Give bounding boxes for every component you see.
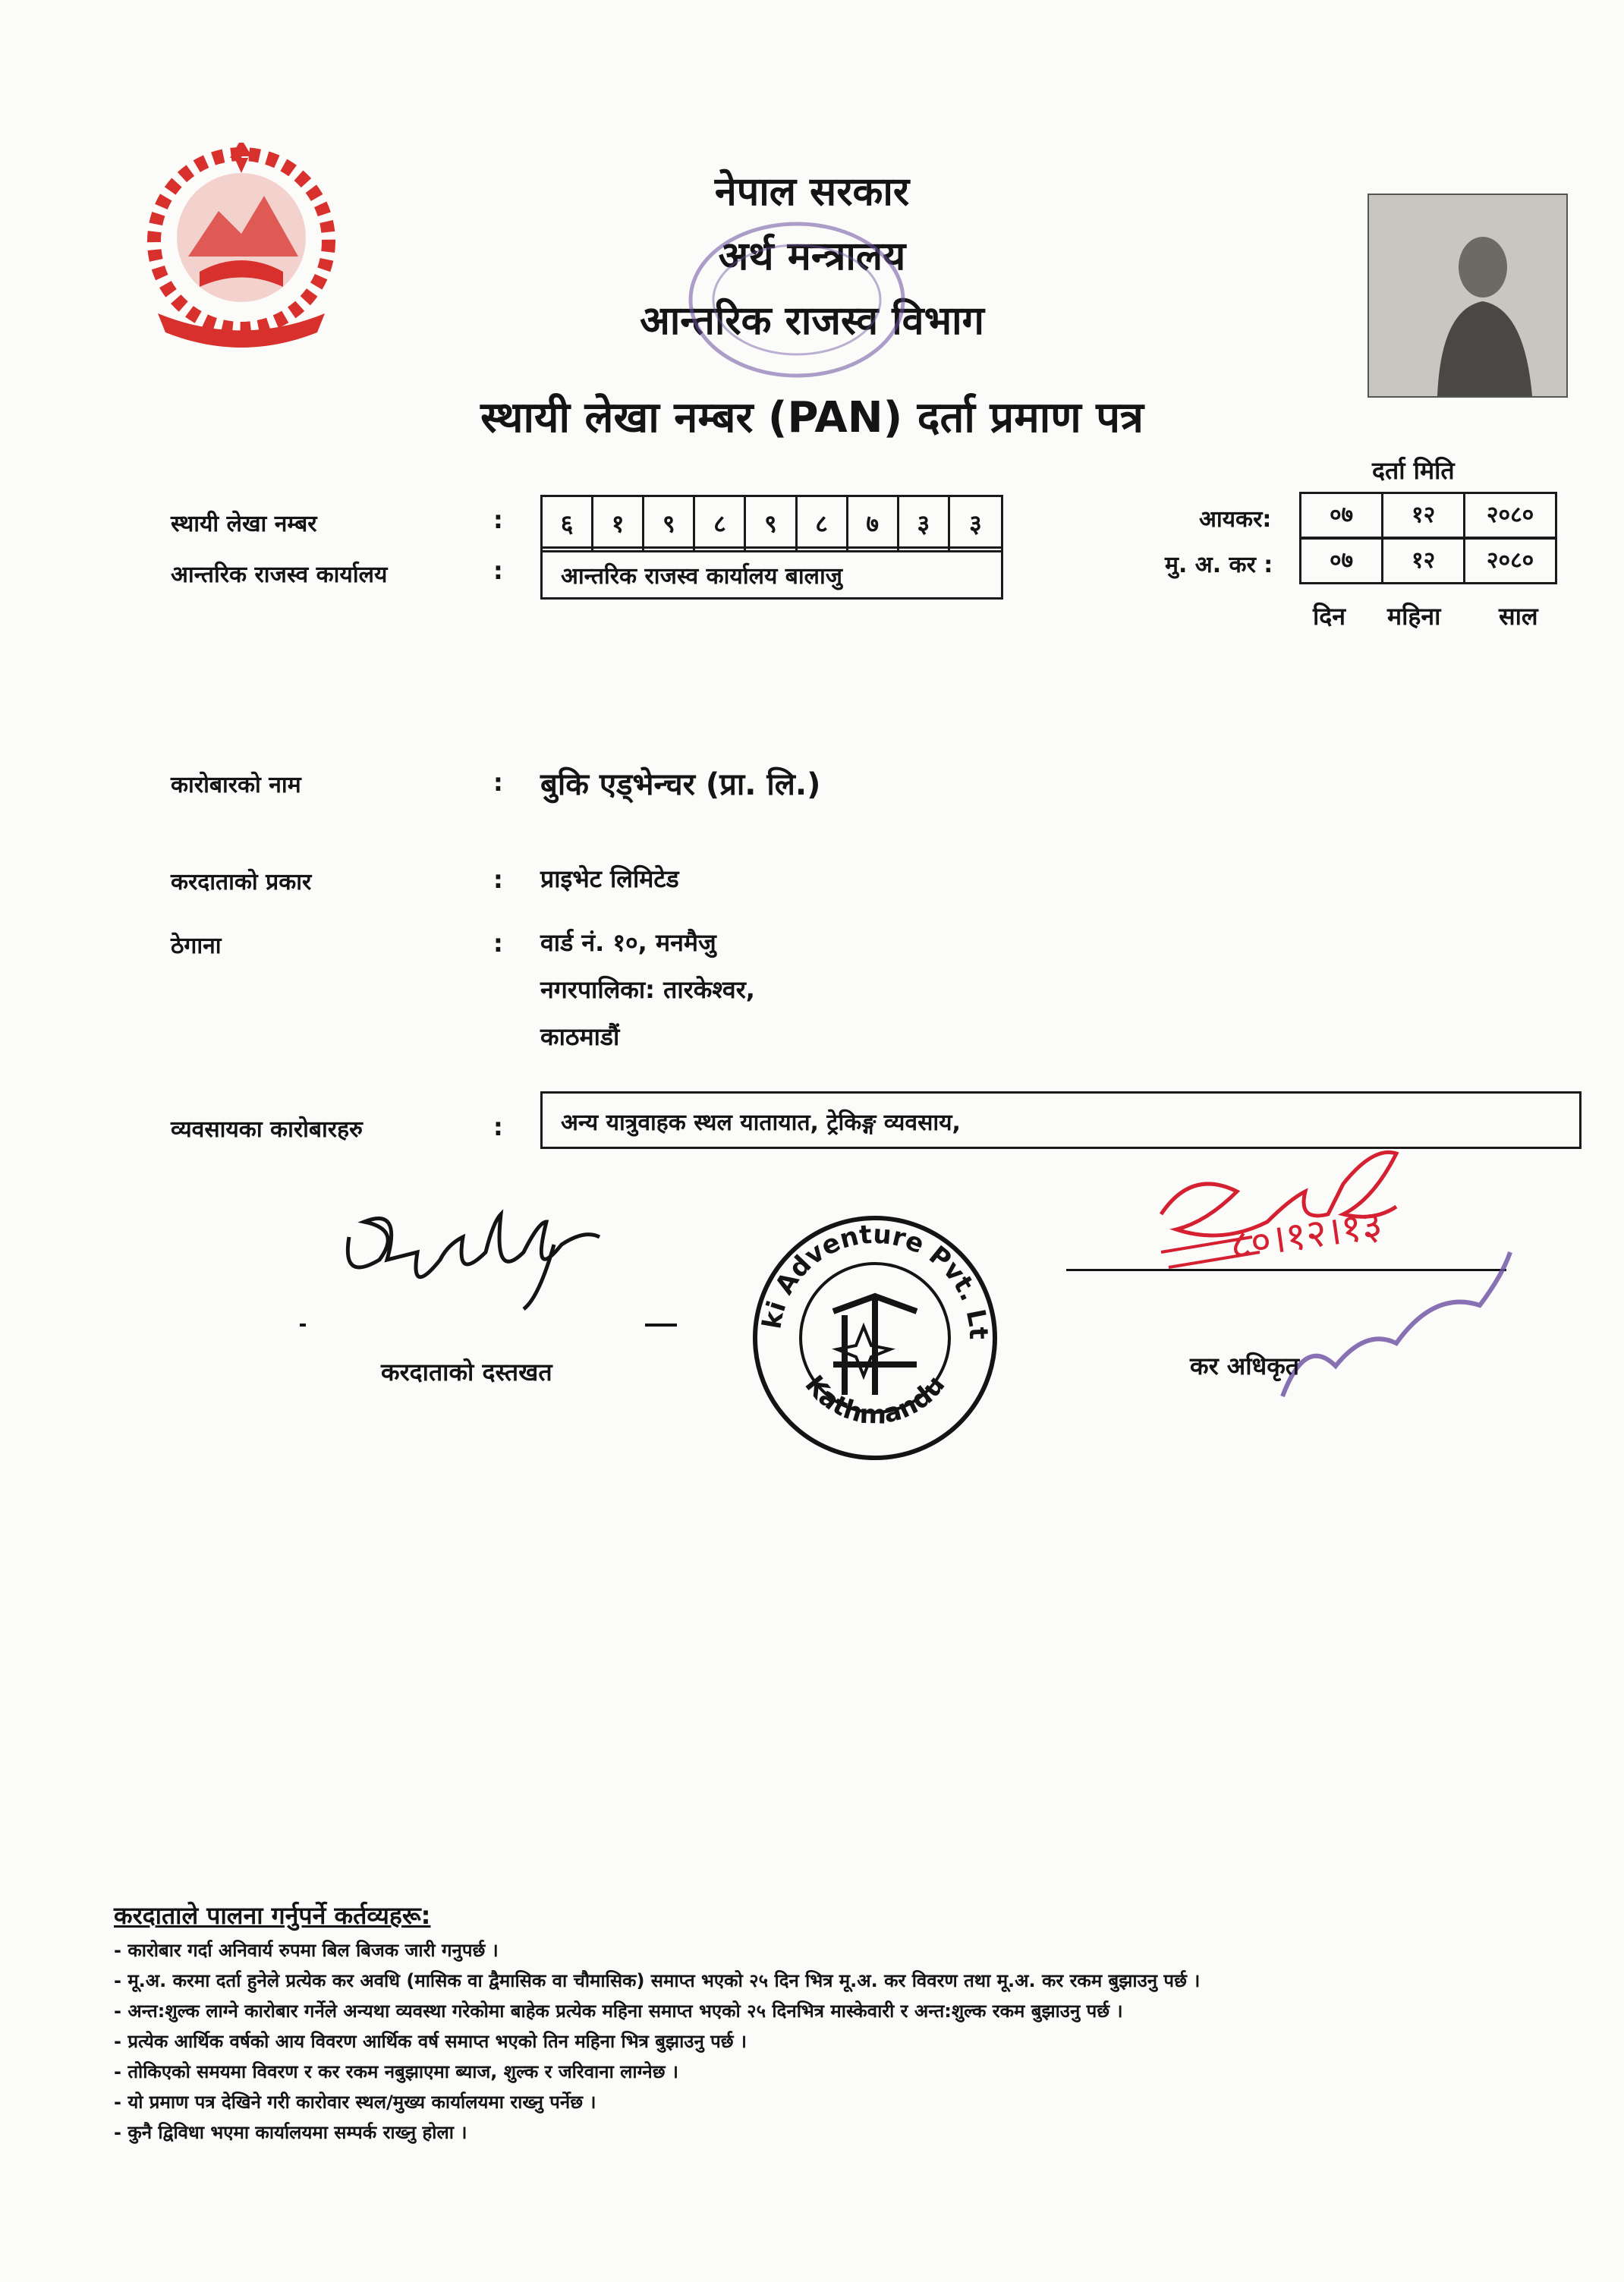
activities-label: व्यवसायका कारोबारहरु	[171, 1116, 363, 1143]
taxpayer-type-colon: :	[493, 865, 503, 894]
pan-label: स्थायी लेखा नम्बर	[171, 511, 317, 537]
duty-item: - मू.अ. करमा दर्ता हुनेले प्रत्येक कर अवधि (मासिक वा द्वैमासिक वा चौमासिक) समाप्त भएको २५ दिन भित्र मू.अ. कर विवरण तथा मू.अ. कर रकम बुझाउनु पर्छ ।	[114, 1970, 1201, 1991]
vat-day: ०७	[1301, 540, 1383, 582]
stamp-city-text: Kathmandu	[798, 1369, 952, 1431]
address-label: ठेगाना	[171, 933, 222, 959]
taxpayer-signature-label: करदाताको दस्तखत	[381, 1358, 552, 1387]
address-line-1: वार्ड नं. १०, मनमैजु	[540, 928, 716, 957]
pan-digit: ३	[969, 509, 982, 538]
office-value: आन्तरिक राजस्व कार्यालय बालाजु	[561, 563, 843, 590]
office-value-box	[540, 546, 1003, 600]
document-title: स्थायी लेखा नम्बर (PAN) दर्ता प्रमाण पत्र	[480, 393, 1144, 442]
office-label: आन्तरिक राजस्व कार्यालय	[171, 562, 388, 588]
taxpayer-type-label: करदाताको प्रकार	[171, 869, 312, 895]
office-stamp	[683, 212, 911, 387]
vat-date	[1299, 537, 1557, 584]
officer-label: कर अधिकृत	[1190, 1352, 1300, 1380]
duty-item: - यो प्रमाण पत्र देखिने गरी कारोवार स्थल/मुख्य कार्यालयमा राख्नु पर्नेछ ।	[114, 2092, 596, 2113]
income-tax-label: आयकर:	[1199, 506, 1272, 533]
signature-dash-left	[300, 1324, 306, 1327]
signature-dash-right	[645, 1324, 677, 1327]
header-line-3: आन्तरिक राजस्व विभाग	[640, 298, 984, 344]
activities-value: अन्य यात्रुवाहक स्थल यातायात, ट्रेकिङ्ग व्यवसाय,	[561, 1110, 961, 1136]
duty-item: - कारोबार गर्दा अनिवार्य रुपमा बिल बिजक जारी गनुपर्छ ।	[114, 1940, 499, 1961]
business-name-colon: :	[493, 768, 503, 797]
activities-colon: :	[493, 1113, 503, 1141]
duty-item: - तोकिएको समयमा विवरण र कर रकम नबुझाएमा ब्याज, शुल्क र जरिवाना लाग्नेछ ।	[114, 2061, 678, 2082]
header-line-1: नेपाल सरकार	[714, 169, 910, 215]
officer-stamp-ink	[1260, 1245, 1518, 1412]
pan-colon: :	[493, 505, 503, 534]
pan-digit: १	[593, 497, 644, 550]
pan-digit: ९	[746, 497, 797, 550]
col-year-label: साल	[1499, 602, 1538, 631]
business-name-label: कारोबारको नाम	[171, 772, 301, 798]
pan-digit: ७	[848, 497, 899, 550]
pan-digit: ८	[798, 497, 848, 550]
stamp-company-text: ki Adventure Pvt. Lt	[757, 1219, 994, 1340]
income-tax-month: १२	[1383, 494, 1465, 537]
income-tax-day: ०७	[1301, 494, 1383, 537]
address-line-2: नगरपालिका: तारकेश्वर,	[540, 975, 755, 1004]
pan-digit: ८	[695, 497, 746, 550]
taxpayer-signature	[334, 1176, 622, 1313]
vat-label: मु. अ. कर :	[1165, 552, 1273, 578]
vat-month: १२	[1383, 540, 1465, 582]
officer-date-handwritten: ८०।१२।१३	[1227, 1202, 1386, 1269]
income-tax-year: २०८०	[1486, 502, 1534, 528]
col-day-label: दिन	[1313, 602, 1346, 631]
svg-text:Buki Adventure Pvt. Ltd.	[750, 1213, 993, 1340]
duty-item: - कुनै द्विविधा भएमा कार्यालयमा सम्पर्क राख्नु होला ।	[114, 2122, 467, 2143]
pan-digit: ३	[899, 497, 950, 550]
col-month-label: महिना	[1387, 602, 1441, 631]
header-line-2: अर्थ मन्त्रालय	[718, 234, 906, 279]
income-tax-date	[1299, 492, 1557, 539]
address-line-3: काठमाडौं	[540, 1022, 620, 1051]
vat-year: २०८०	[1486, 547, 1534, 574]
registration-title: दर्ता मिति	[1372, 456, 1455, 485]
pan-number-box	[540, 495, 1003, 552]
duties-title: करदाताले पालना गर्नुपर्ने कर्तव्यहरू:	[114, 1901, 431, 1930]
pan-digit: ९	[644, 497, 695, 550]
duty-item: - प्रत्येक आर्थिक वर्षको आय विवरण आर्थिक वर्ष समाप्त भएको तिन महिना भित्र बुझाउनु पर्छ ।	[114, 2031, 747, 2052]
taxpayer-type-value: प्राइभेट लिमिटेड	[540, 864, 679, 893]
address-colon: :	[493, 929, 503, 958]
office-colon: :	[493, 556, 503, 585]
company-stamp	[750, 1213, 1000, 1463]
pan-digit: ६	[543, 497, 593, 550]
applicant-photo	[1367, 194, 1568, 398]
business-name-value: बुकि एड्भेन्चर (प्रा. लि.)	[540, 767, 821, 802]
duty-item: - अन्त:शुल्क लाग्ने कारोबार गर्नेले अन्यथा व्यवस्था गरेकोमा बाहेक प्रत्येक महिना समाप्त भएको २५ दिनभित्र मास्केवारी र अन्त:शुल्क रकम बुझाउनु पर्छ ।	[114, 2000, 1123, 2022]
duties-list	[114, 1935, 1541, 2148]
